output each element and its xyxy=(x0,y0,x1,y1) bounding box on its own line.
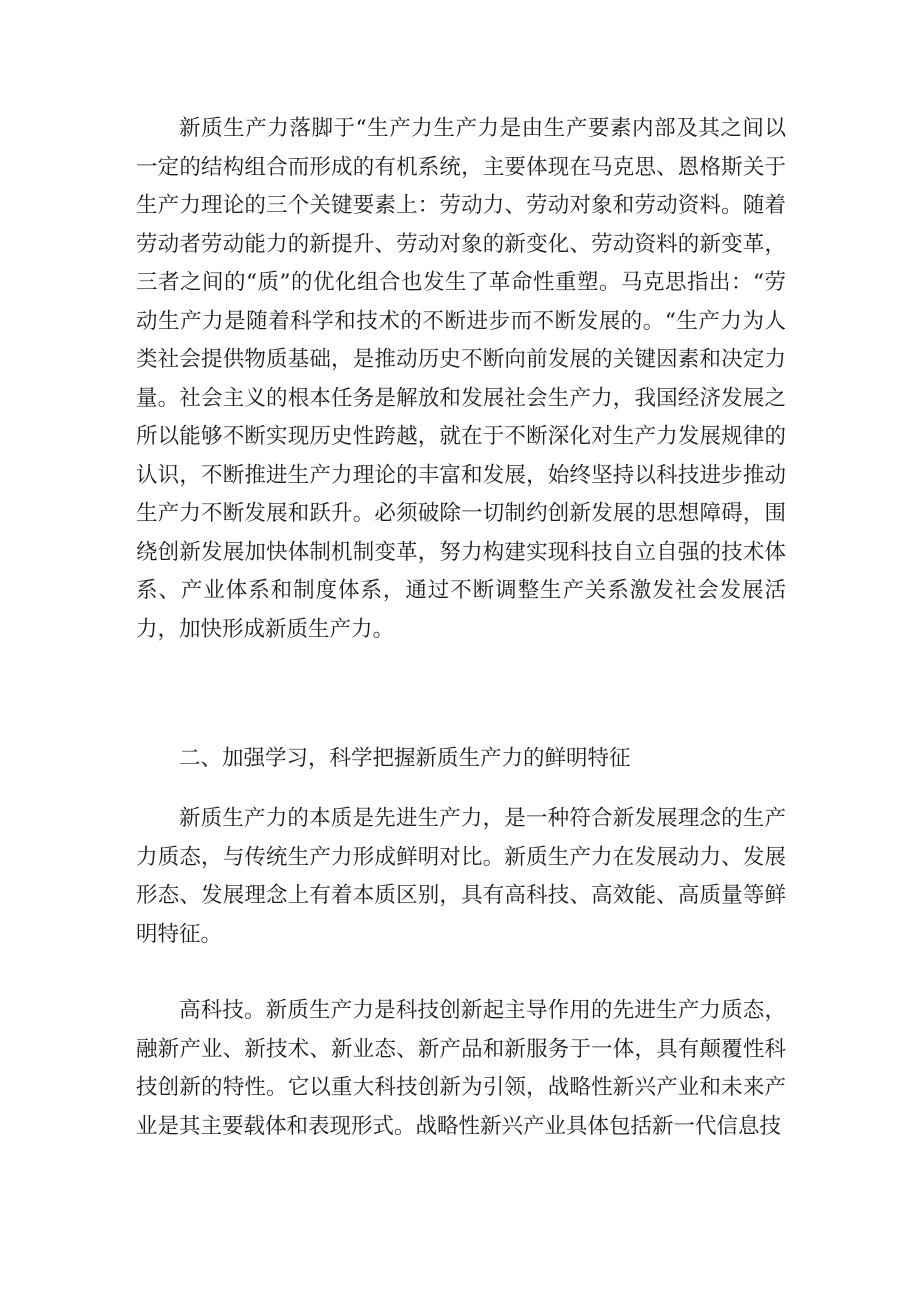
paragraph-productivity-system: 新质生产力落脚于“生产力生产力是由生产要素内部及其之间以一定的结构组合而形成的有机系统，主要体现在马克思、恩格斯关于生产力理论的三个关键要素上：劳动力、劳动对象和劳动资料。随着劳动者劳动能力的新提升、劳动对象的新变化、劳动资料的新变革，三者之间的“质”的优化组合也发生了革命性重塑。马克思指出：“劳动生产力是随着科学和技术的不断进步而不断发展的。“生产力为人类社会提供物质基础，是推动历史不断向前发展的关键因素和决定力量。社会主义的根本任务是解放和发展社会生产力，我国经济发展之所以能够不断实现历史性跨越，就在于不断深化对生产力发展规律的认识，不断推进生产力理论的丰富和发展，始终坚持以科技进步推动生产力不断发展和跃升。必须破除一切制约创新发展的思想障碍，围绕创新发展加快体制机制变革，努力构建实现科技自立自强的技术体系、产业体系和制度体系，通过不断调整生产关系激发社会发展活力，加快形成新质生产力。 xyxy=(136,116,786,642)
paragraph-high-tech: 高科技。新质生产力是科技创新起主导作用的先进生产力质态，融新产业、新技术、新业态、新产品和新服务于一体，具有颠覆性科技创新的特性。它以重大科技创新为引领，战略性新兴产业和未来产业是其主要载体和表现形式。战略性新兴产业具体包括新一代信息技 xyxy=(136,998,786,1139)
section-heading: 二、加强学习，科学把握新质生产力的鲜明特征 xyxy=(179,746,631,771)
paragraph-essence: 新质生产力的本质是先进生产力，是一种符合新发展理念的生产力质态，与传统生产力形成鲜明对比。新质生产力在发展动力、发展形态、发展理念上有着本质区别，具有高科技、高效能、高质量等鲜明特征。 xyxy=(136,806,786,947)
